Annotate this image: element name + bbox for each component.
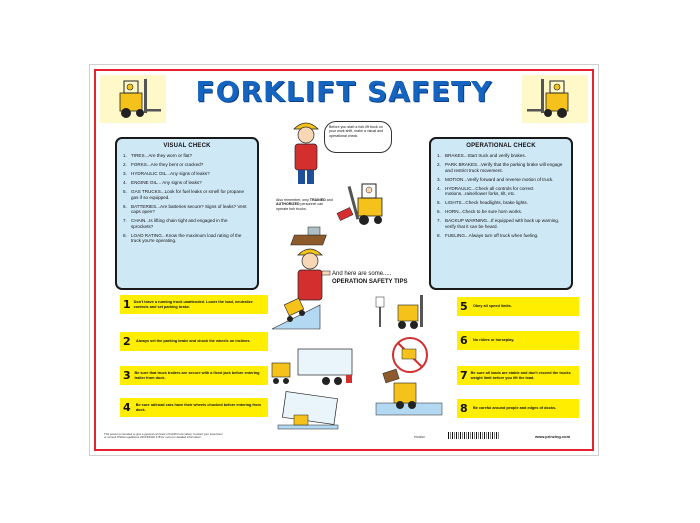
list-item: 7. CHAIN...Is lifting chain tight and engaged in the sprockets?: [123, 218, 228, 229]
safety-tip-1: 1 Don't leave a running truck unattended. Lower the load, neutralize controls and set parking brake.: [120, 295, 268, 314]
railcar-illustration: [274, 393, 342, 435]
safety-tip-3: 3 Be sure that truck trailers are secure with a fixed jack before entering trailer from dock.: [120, 366, 268, 385]
list-item: 8. LOAD RATING...Know the maximum load rating of the truck you're operating.: [123, 232, 242, 244]
worker-illustration-top: [286, 117, 326, 187]
visual-check-list: [123, 153, 251, 244]
list-item: 4. HYDRAULIC...Check all controls for correct motions...raise/lower forks, tilt, etc.: [437, 185, 534, 197]
list-item: 8. FUELING...Always turn off truck when fueling.: [437, 232, 539, 238]
trained-personnel-note: Also remember, only TRAINED and AUTHORIZED personnel can operate fork trucks.: [276, 198, 333, 211]
list-item: 1. BRAKES...Start truck and verify brakes.: [437, 153, 526, 158]
poster: [89, 64, 599, 456]
safety-tip-6: 6 No riders or horseplay.: [457, 331, 579, 350]
list-item: 1. TIRES...Are they worn or flat?: [123, 153, 193, 158]
safety-tip-4: 4 Be sure railroad cars have their wheels chocked before entering from dock.: [120, 398, 268, 417]
list-item: 2. FORKS...Are they bent or cracked?: [123, 161, 204, 167]
unstable-load-illustration: [372, 365, 446, 421]
safety-tips-intro: [332, 270, 422, 286]
safety-tip-7: 7 Be sure all loads are stable and don't exceed the trucks weight limit before you lift the load.: [457, 366, 579, 385]
safety-tip-2: 2 Always set the parking brake and chock the wheels on inclines.: [120, 332, 268, 351]
list-item: 5. LIGHTS...Check headlights, brake lights.: [437, 200, 528, 206]
operational-check-box: [429, 137, 573, 290]
website-url: www.prinzing.com: [535, 434, 571, 439]
forklift-ramp-illustration: [270, 291, 322, 331]
list-item: 3. MOTION...Verify forward and reverse motion of truck.: [437, 176, 554, 182]
list-item: 2. PARK BRAKES...Verify that the parking brake will engage and restrict truck movement.: [437, 161, 563, 173]
forklift-crash-illustration: [336, 178, 400, 234]
safety-tips-intro-line1: And here are some.....: [332, 271, 392, 277]
speed-limit-illustration: [370, 291, 440, 335]
speech-bubble: Before you start a fork lift truck on your work shift, make a visual and operational check.: [324, 121, 392, 153]
list-item: 3. HYDRAULIC OIL...Any signs of leaks?: [123, 170, 210, 176]
list-item: 4. ENGINE OIL... Any signs of leaks?: [123, 179, 202, 185]
visual-check-box: [115, 137, 259, 290]
product-code: PS3993: [414, 435, 425, 439]
list-item: 6. BATTERIES...Are batteries secure? Signs of leaks? Vent caps open?: [123, 203, 247, 215]
safety-tip-5: 5 Obey all speed limits.: [457, 297, 579, 316]
operational-check-list: [437, 153, 565, 238]
safety-tips-intro-line2: OPERATION SAFETY TIPS: [332, 279, 408, 285]
list-item: 6. HORN...Check to be sure horn works.: [437, 209, 523, 215]
list-item: 7. BACKUP WARNING...If equipped with back up warning, verify that it can be heard.: [437, 218, 560, 229]
barcode: [448, 432, 500, 439]
footer-disclaimer: This poster is intended to give a general overview of forklift truck safety. Contact your supervisor or consult OSHA regulations 29CFR1910.178 for more for detailed information.: [104, 432, 223, 440]
safety-tip-8: 8 Be careful around people and edges of docks.: [457, 399, 579, 418]
truck-trailer-illustration: [268, 345, 354, 389]
visual-check-heading: VISUAL CHECK: [163, 143, 211, 149]
poster-title: FORKLIFT SAFETY: [195, 75, 493, 108]
list-item: 5. GAS TRUCKS...Look for fuel leaks or smell for propane gas if so equipped.: [123, 188, 245, 200]
operational-check-heading: OPERATIONAL CHECK: [466, 143, 536, 149]
